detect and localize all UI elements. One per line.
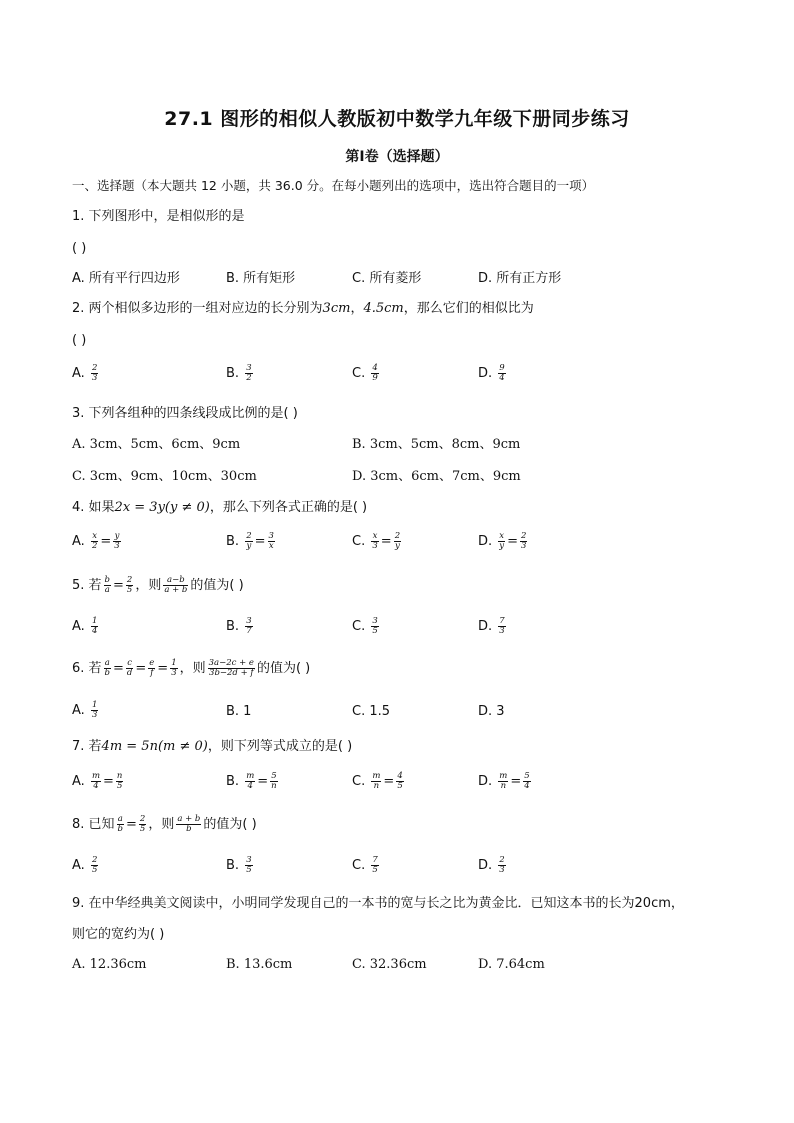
question-5-stem-pre: 5. 若 [72, 578, 102, 593]
question-6-mid: ，则 [179, 661, 206, 676]
question-5-option-c [352, 617, 381, 636]
page-subtitle: 第Ⅰ卷（选择题） [345, 149, 449, 165]
question-8-option-a [72, 856, 100, 875]
question-4-expression: 2x = 3y(y ≠ 0) [114, 500, 210, 515]
question-3-stem: 3. 下列各组种的四条线段成比例的是( ) [72, 406, 298, 421]
question-1-option-d: D. 所有正方形 [478, 271, 562, 286]
question-1-option-a: A. 所有平行四边形 [72, 271, 180, 286]
fraction: $\frac{7}{5}$ [372, 855, 378, 875]
question-7-expression: 4m = 5n(m ≠ 0) [101, 739, 208, 754]
option-label: A. [72, 619, 85, 634]
question-8-mid: ，则 [148, 817, 175, 832]
option-label: B. [226, 774, 240, 789]
question-2-separator: ， [350, 301, 364, 316]
fraction: $\frac{5}{n}$ [271, 771, 277, 791]
question-3-option-d: D. 3cm、6cm、7cm、9cm [352, 469, 521, 484]
fraction: $\frac{3}{7}$ [246, 616, 252, 636]
fraction: $\frac{5}{4}$ [524, 771, 530, 791]
fraction: $\frac{3}{5}$ [246, 855, 252, 875]
fraction: $\frac{m}{4}$ [91, 771, 100, 791]
question-9-option-d: D. 7.64cm [478, 957, 545, 972]
question-2-value-2: 4.5cm [363, 301, 404, 316]
question-6-stem-pre: 6. 若 [72, 661, 102, 676]
question-9-option-a: A. 12.36cm [72, 957, 147, 972]
question-2-option-d [478, 364, 508, 383]
question-8-stem-post: 的值为( ) [203, 817, 257, 832]
question-8-option-b [226, 856, 255, 875]
equals-sign: = [380, 534, 392, 549]
fraction: $\frac{c}{d}$ [126, 658, 133, 678]
question-8-stem-pre: 8. 已知 [72, 817, 115, 832]
option-label: A. [72, 534, 85, 549]
question-1-option-c: C. 所有菱形 [352, 271, 422, 286]
option-label: D. [478, 619, 493, 634]
option-label: A. [72, 703, 85, 718]
question-4-stem-post: ，那么下列各式正确的是( ) [209, 500, 368, 515]
option-label: D. [478, 774, 493, 789]
fraction: $\frac{m}{4}$ [246, 771, 255, 791]
question-9-stem-line-1: 9. 在中华经典美文阅读中，小明同学发现自己的一本书的宽与长之比为黄金比．已知这本书的长为20cm， [72, 896, 684, 911]
option-label: C. [352, 619, 366, 634]
question-9-option-b: B. 13.6cm [226, 957, 293, 972]
equals-sign: = [257, 774, 269, 789]
question-7-stem-pre: 7. 若 [72, 739, 102, 754]
section-heading: 一、选择题（本大题共 12 小题，共 36.0 分。在每小题列出的选项中，选出符合题目的一项） [72, 178, 595, 193]
question-7-option-d [478, 772, 533, 791]
question-2-option-b [226, 364, 255, 383]
question-6-stem-post: 的值为( ) [256, 661, 311, 676]
option-label: D. [478, 534, 493, 549]
fraction: $\frac{3}{2}$ [246, 363, 252, 383]
equals-sign: = [126, 817, 137, 832]
fraction: $\frac{a-b}{a + b}$ [164, 575, 188, 595]
option-label: B. [226, 366, 240, 381]
question-2-option-a [72, 364, 100, 383]
question-6-option-c: C. 1.5 [352, 704, 391, 719]
question-6-stem [72, 659, 310, 678]
equals-sign: = [113, 578, 124, 593]
fraction: $\frac{4}{9}$ [372, 363, 378, 383]
fraction: $\frac{3}{5}$ [372, 616, 378, 636]
fraction: $\frac{3}{x}$ [268, 531, 274, 551]
question-6-option-b: B. 1 [226, 704, 252, 719]
question-6-option-d: D. 3 [478, 704, 505, 719]
option-label: C. [352, 774, 366, 789]
question-3-option-b: B. 3cm、5cm、8cm、9cm [352, 437, 521, 452]
fraction: $\frac{2}{5}$ [139, 814, 146, 834]
fraction: $\frac{2}{3}$ [499, 855, 505, 875]
option-label: D. [478, 858, 493, 873]
fraction: $\frac{2}{3}$ [521, 531, 527, 551]
question-1-option-b: B. 所有矩形 [226, 271, 296, 286]
question-7-option-b [226, 772, 280, 791]
question-1-paren: ( ) [72, 241, 87, 256]
fraction: $\frac{y}{3}$ [114, 531, 120, 551]
question-7-option-c [352, 772, 406, 791]
question-8-option-d [478, 856, 508, 875]
option-label: D. [478, 366, 493, 381]
fraction: $\frac{1}{3}$ [171, 658, 177, 678]
question-2-stem-pre: 2. 两个相似多边形的一组对应边的长分别为 [72, 301, 323, 316]
fraction: $\frac{a}{b}$ [104, 658, 110, 678]
option-label: B. [226, 619, 240, 634]
question-4-stem [72, 499, 367, 517]
question-3-option-c: C. 3cm、9cm、10cm、30cm [72, 469, 257, 484]
fraction: $\frac{1}{3}$ [91, 700, 98, 720]
question-4-option-c [352, 532, 403, 551]
fraction: $\frac{2}{y}$ [394, 531, 401, 551]
question-9-option-c: C. 32.36cm [352, 957, 427, 972]
question-4-stem-pre: 4. 如果 [72, 500, 115, 515]
fraction: $\frac{7}{3}$ [499, 616, 505, 636]
equals-sign: = [103, 774, 114, 789]
page-title: 27.1 图形的相似人教版初中数学九年级下册同步练习 [164, 108, 630, 130]
fraction: $\frac{2}{3}$ [91, 363, 98, 383]
question-5-option-d [478, 617, 508, 636]
fraction: $\frac{n}{5}$ [116, 771, 123, 791]
question-2-paren: ( ) [72, 333, 87, 348]
question-4-option-b [226, 532, 277, 551]
fraction: $\frac{x}{3}$ [372, 531, 378, 551]
equals-sign: = [507, 534, 519, 549]
fraction: $\frac{m}{n}$ [372, 771, 381, 791]
question-8-stem [72, 815, 257, 834]
fraction: $\frac{4}{5}$ [397, 771, 403, 791]
fraction: $\frac{a + b}{b}$ [177, 814, 201, 834]
equals-sign: = [113, 661, 124, 676]
question-5-option-b [226, 617, 255, 636]
option-label: C. [352, 534, 366, 549]
question-4-option-a [72, 532, 123, 551]
equals-sign: = [510, 774, 522, 789]
fraction: $\frac{a}{b}$ [117, 814, 123, 834]
option-label: A. [72, 774, 85, 789]
question-1-stem: 1. 下列图形中，是相似形的是 [72, 209, 245, 224]
question-7-stem-post: ，则下列等式成立的是( ) [207, 739, 353, 754]
question-5-stem-post: 的值为( ) [190, 578, 244, 593]
fraction: $\frac{3a-2c + e}{3b-2d + f}$ [208, 658, 254, 678]
question-3-option-a: A. 3cm、5cm、6cm、9cm [72, 437, 241, 452]
option-label: C. [352, 366, 366, 381]
question-2-stem-post: ，那么它们的相似比为 [403, 301, 534, 316]
equals-sign: = [100, 534, 112, 549]
question-2-value-1: 3cm [322, 301, 351, 316]
equals-sign: = [254, 534, 266, 549]
fraction: $\frac{m}{n}$ [499, 771, 508, 791]
option-label: B. [226, 534, 240, 549]
fraction: $\frac{9}{4}$ [499, 363, 505, 383]
question-8-option-c [352, 856, 381, 875]
fraction: $\frac{x}{y}$ [499, 531, 505, 551]
question-2-option-c [352, 364, 381, 383]
question-2-stem [72, 300, 534, 318]
equals-sign: = [383, 774, 395, 789]
question-9-stem-line-2: 则它的宽约为( ) [72, 927, 165, 942]
question-6-option-a [72, 701, 100, 720]
fraction: $\frac{1}{4}$ [91, 616, 98, 636]
question-5-stem [72, 576, 244, 595]
fraction: $\frac{2}{5}$ [126, 575, 133, 595]
option-label: A. [72, 858, 85, 873]
fraction: $\frac{b}{a}$ [104, 575, 110, 595]
equals-sign: = [157, 661, 169, 676]
fraction: $\frac{x}{2}$ [91, 531, 98, 551]
fraction: $\frac{2}{y}$ [246, 531, 252, 551]
equals-sign: = [135, 661, 147, 676]
fraction: $\frac{e}{f}$ [149, 658, 155, 678]
question-7-option-a [72, 772, 125, 791]
option-label: A. [72, 366, 85, 381]
option-label: B. [226, 858, 240, 873]
question-5-mid: ，则 [135, 578, 162, 593]
question-4-option-d [478, 532, 529, 551]
fraction: $\frac{2}{5}$ [91, 855, 98, 875]
option-label: C. [352, 858, 366, 873]
question-5-option-a [72, 617, 100, 636]
question-7-stem [72, 738, 352, 756]
